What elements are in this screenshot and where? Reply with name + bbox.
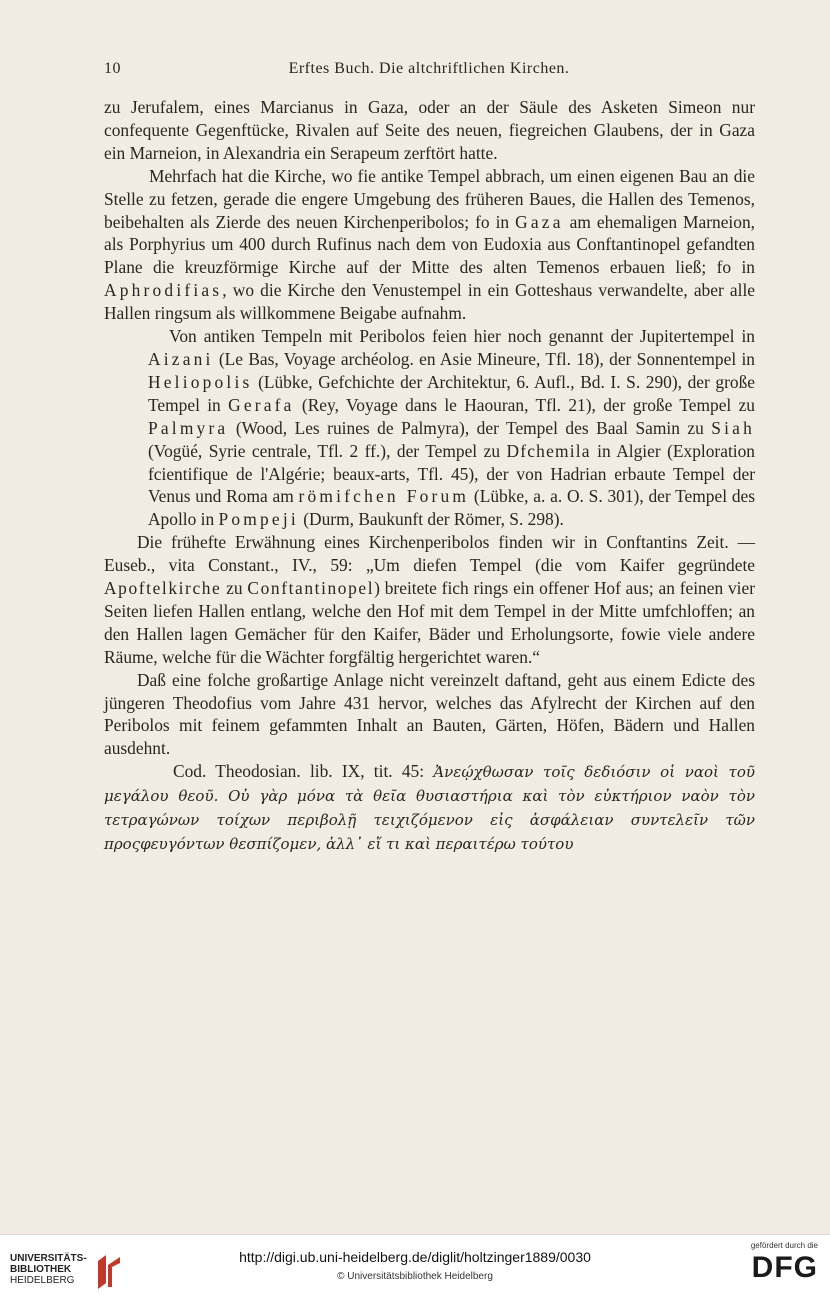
text-run: (Lübke, a. a. O. S. 301), der Tempel des Apollo in (148, 486, 756, 530)
paragraph-1-text: zu Jerufalem, eines Marcianus in Gaza, oder an der Säule des Asketen Simeon nur confequente Gegenftücke, Rivalen auf Seite des neuen, fiegreichen Glaubens, der in Gaza ein Marneion, in Alexandria ein Serapeum zerftört hatte. (104, 97, 755, 163)
church-apostles: Apoftelkirche (104, 578, 222, 599)
text-run: (Wood, Les ruines de Palmyra), der Tempel des Baal Samin zu (228, 417, 712, 438)
page-number: 10 (104, 60, 121, 77)
place-pompeji: Pompeji (218, 509, 299, 530)
place-siah: Siah (711, 417, 755, 438)
place-gerasa: Gerafa (228, 394, 295, 415)
place-aizani: Aizani (148, 348, 214, 369)
place-roman-forum: römifchen Forum (298, 486, 470, 507)
paragraph-3 (104, 325, 755, 531)
text-run: Die frühefte Erwähnung eines Kirchenperibolos finden wir in Conftantins Zeit. — Euseb., vita Constant., IV., 59: „Um diefen Tempel (die vom Kaifer gegründete (104, 532, 755, 576)
logo-line-2: BIBLIOTHEK (10, 1264, 72, 1275)
text-run: (Rey, Voyage dans le Haouran, Tfl. 21), der große Tempel zu (294, 394, 755, 415)
funded-by-label: gefördert durch die (750, 1241, 818, 1250)
paragraph-4 (104, 531, 755, 668)
logo-line-1: UNIVERSITÄTS- (10, 1253, 87, 1264)
body-text (104, 96, 755, 856)
text-run: zu (221, 578, 248, 599)
logo-line-3: HEIDELBERG (10, 1275, 75, 1286)
text-run: ) breitete fich rings ein offener Hof aus; an feinen vier Seiten liefen Hallen entlang, welche den Hof mit dem Tempel in der Mitte umfchloffen; an den Hallen lagen Gemächer für den Kaifer, Bäder und Erholungsorte, fowie viele andere Räume, welche für die Wächter forgfältig hergerichtet waren.“ (104, 578, 755, 667)
footer-bar (0, 1234, 830, 1295)
place-dschemila: Dfchemila (506, 440, 591, 461)
paragraph-5-text: Daß eine folche großartige Anlage nicht vereinzelt daftand, geht aus einem Edicte des jüngeren Theodofius vom Jahre 431 hervor, welches das Afylrecht der Kirchen auf den Peribolos mit feinem gefammten Inhalt an Bauten, Gärten, Höfen, Bädern und Hallen ausdehnt. (104, 669, 755, 759)
permalink-url[interactable]: http://digi.ub.uni-heidelberg.de/diglit/holtzinger1889/0030 (239, 1249, 591, 1265)
page-header (104, 60, 754, 86)
text-run: (Le Bas, Voyage archéolog. en Asie Mineure, Tfl. 18), der Sonnentempel in (213, 348, 755, 369)
text-run: , wo die Kirche den Venustempel in ein Gotteshaus verwandelte, aber alle Hallen ringsum als willkommene Beigabe aufnahm. (104, 280, 755, 324)
text-run: Von antiken Tempeln mit Peribolos feien hier noch genannt der Jupitertempel in (169, 326, 755, 347)
copyright-note: © Universitätsbibliothek Heidelberg (337, 1271, 493, 1282)
text-run: (Lübke, Gefchichte der Architektur, 6. Aufl., Bd. I. S. 290), der große Tempel in (148, 371, 755, 415)
dfg-logo[interactable] (734, 1241, 818, 1289)
text-run: am ehemaligen Marneion, als Porphyrius um 400 durch Rufinus nach dem von Eudoxia aus Conftantinopel gefandten Plane die kreuzförmige Kirche auf der Mitte des alten Temenos erbauen ließ; fo in (104, 211, 755, 278)
text-run: in Algier (Exploration fcientifique de l'Algérie; beaux-arts, Tfl. 45), der von Hadrian erbaute Tempel der Venus und Roma am (148, 440, 755, 507)
citation: Cod. Theodosian. lib. IX, tit. 45: (173, 761, 434, 782)
dfg-wordmark: DFG (751, 1251, 818, 1284)
running-title: Erftes Buch. Die altchriftlichen Kirchen. (288, 60, 570, 77)
paragraph-5 (104, 669, 755, 761)
text-run: (Vogüé, Syrie centrale, Tfl. 2 ff.), der Tempel zu (148, 440, 507, 461)
place-constantinople: Conftantinopel (247, 578, 375, 599)
paragraph-6-quote (104, 760, 755, 856)
paragraph-1 (104, 96, 755, 165)
place-palmyra: Palmyra (148, 417, 229, 438)
text-run: (Durm, Baukunft der Römer, S. 298). (298, 509, 564, 530)
place-heliopolis: Heliopolis (148, 371, 253, 392)
place-aphrodisias: Aphrodifias (104, 280, 223, 301)
text-run: Mehrfach hat die Kirche, wo fie antike Tempel abbrach, um einen eigenen Bau an die Stelle zu fetzen, gerade die engere Umgebung des früheren Baues, die Hallen des Temenos, beibehalten als Zierde des neuen Kirchenperibolos; fo in (104, 165, 755, 232)
place-gaza: Gaza (515, 211, 564, 232)
greek-quote: Ἀνεῴχθωσαν τοῖς δεδιόσιν οἱ ναοὶ τοῦ μεγάλου θεοῦ. Οὐ γὰρ μόνα τὰ θεῖα θυσιαστήρια καὶ τὸν εὐκτήριον ναὸν τὸν τετραγώνων τοίχων περιβολῇ τειχιζόμενον εἰς ἀσφάλειαν συντελεῖν τῶν προςφευγόντων θεσπίζομεν, ἀλλ᾽ εἴ τι καὶ περαιτέρω τούτου (104, 763, 755, 853)
paragraph-2 (104, 165, 755, 325)
